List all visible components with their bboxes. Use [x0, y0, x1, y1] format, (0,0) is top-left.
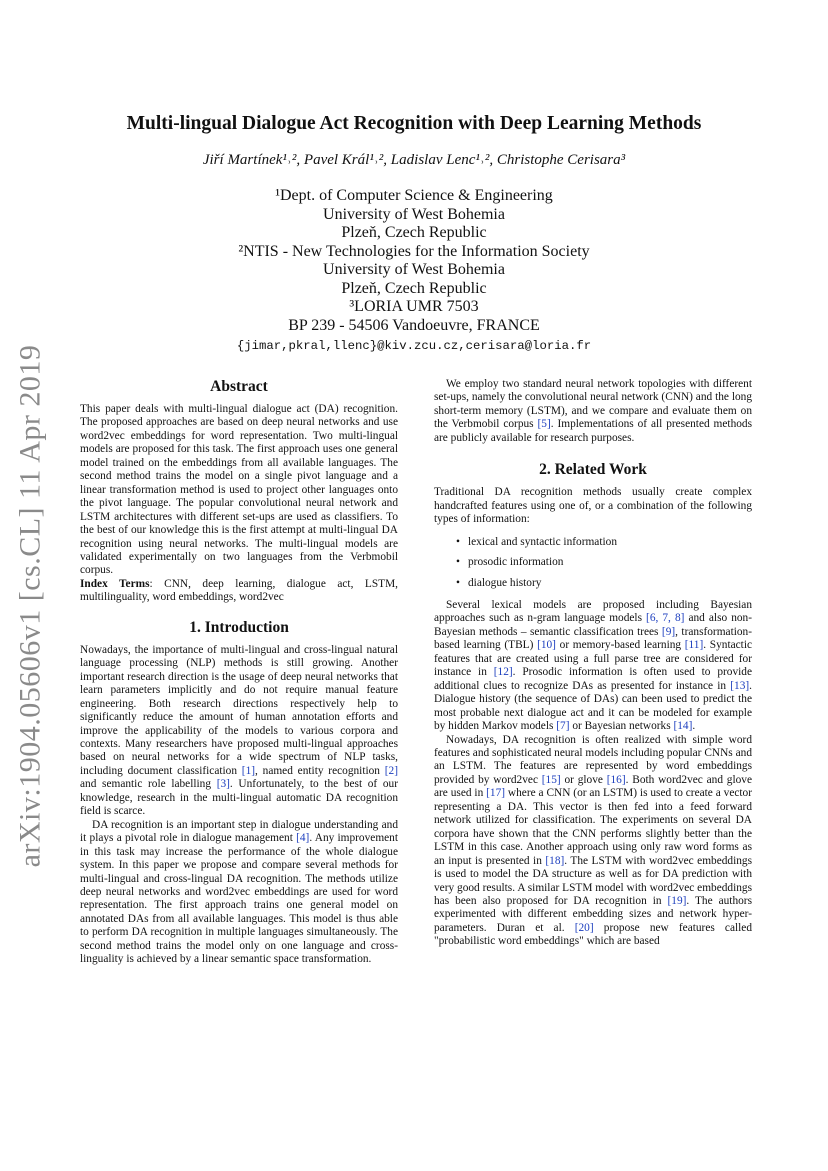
citation-link[interactable]: [17]	[486, 787, 506, 800]
intro-paragraph-2: DA recognition is an important step in dialogue understanding and it plays a pivotal role in dialogue management [4]. Any improvement in this task may increase the performance of the whole dialogue system. In this paper we propose and compare several methods for multi-lingual and cross-lingual DA recognition. The methods utilize deep neural networks and word2vec embeddings are used for word representation. The first approach trains one general model on annotated DAs from all available languages. This model is thus able to perform DA recognition in multiple languages simultaneously. The second method trains the model only on one language and cross-linguality is achieved by a linear semantic space transformation.	[80, 818, 398, 966]
related-work-heading: 2. Related Work	[539, 461, 647, 479]
affiliations	[140, 187, 688, 335]
related-paragraph-1: Traditional DA recognition methods usually create complex handcrafted features using one of, or a combination of the following types of information:	[434, 486, 752, 526]
arxiv-stamp	[4, 344, 56, 868]
citation-link[interactable]: [3]	[216, 778, 230, 791]
index-terms: : CNN, deep learning, dialogue act, LSTM, multilinguality, word embeddings, word2vec	[80, 577, 398, 604]
citation-link[interactable]: [7]	[556, 720, 570, 733]
author-emails[interactable]: {jimar,pkral,llenc}@kiv.zcu.cz,cerisara@loria.fr	[236, 339, 592, 353]
affiliation-line: Plzeň, Czech Republic	[341, 224, 487, 241]
list-item: • prosodic information	[434, 556, 752, 569]
intro-paragraph-3: We employ two standard neural network topologies with different set-ups, namely the convolutional neural network (CNN) and the long short-term memory (LSTM), and we compare and evaluate them on the Verbmobil corpus [5]. Implementations of all presented methods are publicly available for research purposes.	[434, 378, 753, 444]
citation-link[interactable]: [18]	[545, 854, 565, 867]
citation-link[interactable]: [10]	[537, 639, 556, 652]
citation-link[interactable]: [5]	[537, 418, 551, 431]
related-paragraph-3: Nowadays, DA recognition is often realized with simple word features and sophisticated neural models including popular CNNs and an LSTM. The features are represented by word embeddings provided by word2vec [15] or glove [16]. Both word2vec and glove are used in [17] where a CNN (or an LSTM) is used to create a vector representing a DA. This vector is then fed into a feed forward network utilized for classification. The experiments on several DA corpora have shown that the CNN performs slightly better than the LSTM in this case. Another approach using only raw word forms as an input is presented in [18]. The LSTM with word2vec embeddings is used to model the DA structure as well as for DA prediction with very good results. A similar LSTM model with word2vec embeddings has been also proposed for DA recognition in [19]. The authors experimented with different embedding sizes and network hyper-parameters. Duran et al. [20] propose new features called "probabilistic word embeddings" which are based	[434, 733, 753, 948]
list-item: • lexical and syntactic information	[434, 536, 752, 549]
right-column	[434, 378, 752, 949]
citation-link[interactable]: [9]	[661, 625, 676, 638]
affiliation-line: ²NTIS - New Technologies for the Information Society	[238, 242, 590, 260]
index-terms-label: Index Terms	[80, 577, 150, 590]
citation-link[interactable]: [14]	[673, 720, 693, 733]
citation-link[interactable]: [16]	[606, 773, 626, 786]
citation-link[interactable]: [20]	[574, 921, 594, 934]
arxiv-id[interactable]: arXiv:1904.05606v1 [cs.CL] 11 Apr 2019	[13, 344, 46, 868]
citation-link[interactable]: [19]	[667, 894, 687, 907]
left-column	[80, 378, 398, 967]
author-list: Jiří Martínek¹˒², Pavel Král¹˒², Ladislav Lenc¹˒², Christophe Cerisara³	[202, 152, 626, 168]
citation-link[interactable]: [13]	[730, 679, 750, 692]
affiliation-line: University of West Bohemia	[323, 261, 505, 278]
affiliation-line: ¹Dept. of Computer Science & Engineering	[275, 187, 553, 204]
introduction-heading: 1. Introduction	[189, 618, 289, 636]
affiliation-line: University of West Bohemia	[323, 205, 505, 223]
citation-link[interactable]: [11]	[684, 639, 704, 652]
citation-link[interactable]: [6, 7, 8]	[646, 612, 685, 625]
affiliation-line: Plzeň, Czech Republic	[341, 279, 487, 297]
citation-link[interactable]: [12]	[493, 666, 513, 679]
abstract-text: This paper deals with multi-lingual dialogue act (DA) recognition. The proposed approaches are based on deep neural networks and use word2vec embeddings for word representation. Two multi-lingual models are proposed for this task. The first approach uses one general model trained on the embeddings from all available languages. The second method trains the model on a single pivot language and a linear transformation method is used to project other languages onto the pivot language. The popular convolutional neural network and LSTM architectures with different set-ups are used as classifiers. To the best of our knowledge this is the first attempt at multi-lingual DA recognition using neural networks. The multi-lingual models are validated experimentally on two languages from the Verbmobil corpus. Index Terms: CNN, deep learning, dialogue act, LSTM, multilinguality, word embeddings, word2vec	[80, 403, 398, 604]
list-item: • dialogue history	[434, 577, 752, 590]
citation-link[interactable]: [4]	[296, 832, 310, 845]
related-paragraph-2: Several lexical models are proposed including Bayesian approaches such as n-gram language models [6, 7, 8] and also non-Bayesian methods – semantic classification trees [9], transformation-based learning (TBL) [10] or memory-based learning [11]. Syntactic features that are created using a full parse tree are considered for instance in [12]. Prosodic information is often used to provide additional clues to recognize DAs as presented for instance in [13]. Dialogue history (the sequence of DAs) can been used to predict the most probable next dialogue act and it can be modeled for example by hidden Markov models [7] or Bayesian networks [14].	[434, 598, 753, 733]
intro-paragraph-1: Nowadays, the importance of multi-lingual and cross-lingual natural language processing (NLP) methods is still growing. Another important research direction is the usage of deep neural networks that learn parameters implicitly and do not require manual feature engineering. Both research directions respectively help to significantly reduce the amount of human annotation efforts and improve the applicability of the models to various corpora and contexts. Many researchers have proposed multi-lingual approaches based on neural networks for a wide spectrum of NLP tasks, including document classification [1], named entity recognition [2] and semantic role labelling [3]. Unfortunately, to the best of our knowledge, research in the multi-lingual automatic DA recognition field is scarce.	[80, 643, 398, 818]
citation-link[interactable]: [2]	[384, 764, 398, 777]
citation-link[interactable]: [1]	[241, 764, 256, 777]
info-type-list	[434, 536, 752, 590]
abstract-heading: Abstract	[210, 378, 268, 395]
paper-title: Multi-lingual Dialogue Act Recognition with Deep Learning Methods	[126, 113, 702, 134]
affiliation-line: ³LORIA UMR 7503	[349, 298, 479, 315]
affiliation-line: BP 239 - 54506 Vandoeuvre, FRANCE	[288, 316, 540, 334]
citation-link[interactable]: [15]	[541, 773, 561, 786]
